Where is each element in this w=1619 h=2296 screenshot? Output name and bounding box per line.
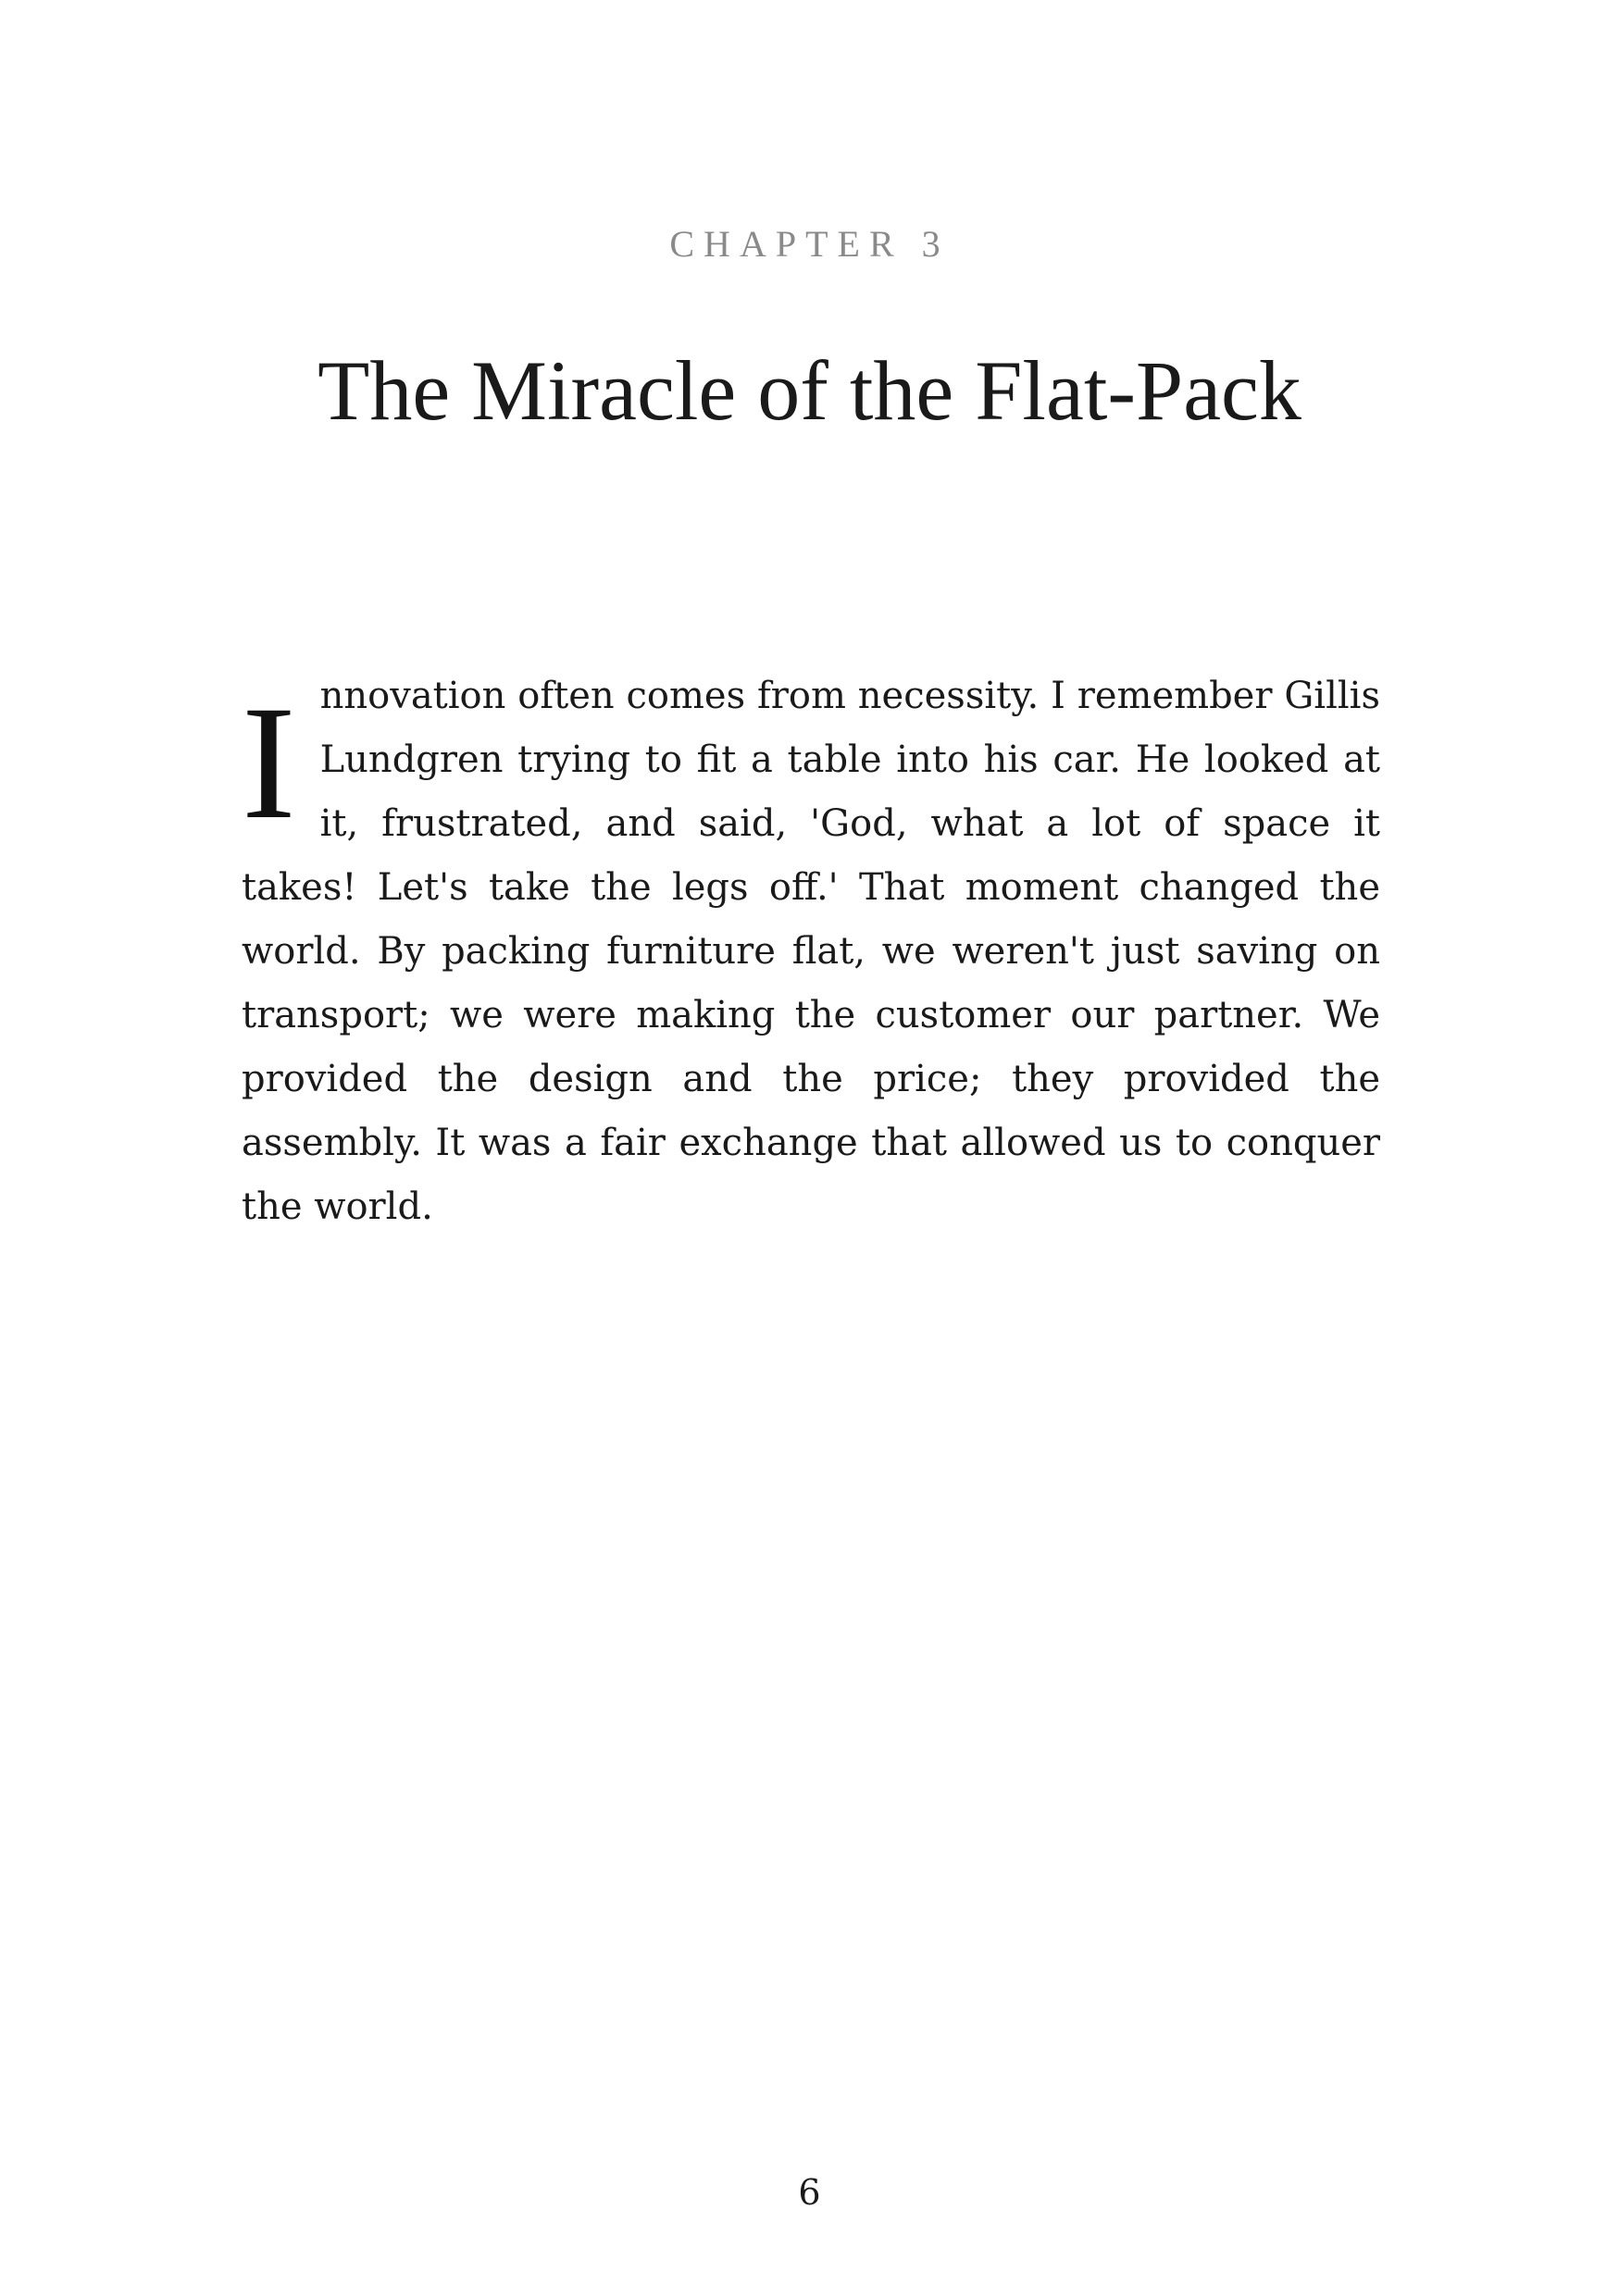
paragraph-text: nnovation often comes from necessity. I remember Gillis Lundgren trying to fit a table into his car. He looked at it, frustrated, and said, 'God, what a lot of space it takes! Let's take the legs off.' That moment changed the world. By packing furniture flat, we weren't just saving on transport; we were making the customer our partner. We provided the design and the price; they provided the assembly. It was a fair exchange that allowed us to conquer the world. [242,675,1380,1228]
drop-cap: I [242,673,296,853]
body-paragraph [242,664,1380,1239]
page-number: 6 [798,2172,821,2213]
chapter-title: The Miracle of the Flat-Pack [318,343,1301,438]
chapter-label: CHAPTER 3 [669,223,950,265]
